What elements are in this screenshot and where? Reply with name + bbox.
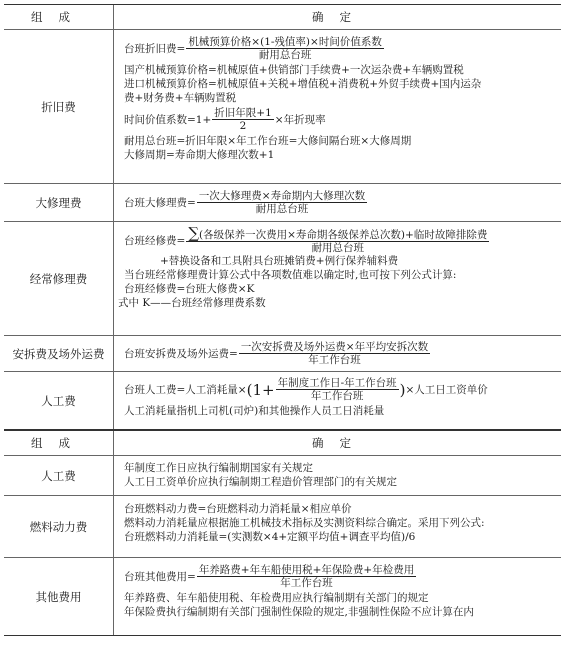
fraction <box>239 341 430 366</box>
row-installation <box>4 335 561 371</box>
numerator: 一次大修理费×寿命期内大修理次数 <box>198 190 366 202</box>
maintenance-formula <box>124 224 555 254</box>
row-label-labor: 人工费 <box>4 456 114 495</box>
text-line: +替换设备和工具附具台班摊销费+例行保养辅料费 <box>160 255 399 267</box>
table-header-continued <box>4 429 561 455</box>
text-line: 人工消耗量指机上司机(司炉)和其他操作人员工日消耗量 <box>124 405 385 417</box>
text-line: 耐用总台班=折旧年限×年工作台班=大修间隔台班×大修周期 <box>124 135 412 147</box>
row-content-labor <box>114 372 561 429</box>
text-line: 年制度工作日应执行编制期国家有关规定 <box>124 462 313 474</box>
header-col-determination: 确定 <box>312 10 367 24</box>
fraction <box>186 36 384 61</box>
row-label-depreciation: 折旧费 <box>4 30 114 183</box>
text-line: 年保险费执行编制期有关部门强制性保险的规定,非强制性保险不应计算在内 <box>124 606 474 618</box>
fraction <box>197 190 367 215</box>
labor-lhs: 台班人工费=人工消耗量× <box>124 383 247 396</box>
time-value-rhs: ×年折现率 <box>274 113 326 126</box>
row-label-overhaul: 大修理费 <box>4 184 114 221</box>
text-line: 式中 K——台班经常修理费系数 <box>118 297 266 309</box>
text-line: 进口机械预算价格=机械原值+关税+增值税+消费税+外贸手续费+国内运杂 <box>124 78 482 90</box>
row-content-depreciation <box>114 30 561 183</box>
row-depreciation <box>4 29 561 183</box>
installation-lhs: 台班安拆费及场外运费= <box>124 347 238 360</box>
text-line: 燃料动力消耗量应根据施工机械技术指标及实测资料综合确定。采用下列公式: <box>124 517 485 529</box>
text-line: 当台班经常修理费计算公式中各项数值难以确定时,也可按下列公式计算: <box>124 269 457 281</box>
other-formula <box>124 564 555 589</box>
text-line: 年养路费、年车船使用税、年检费用应执行编制期有关部门的规定 <box>124 592 429 604</box>
row-label-labor: 人工费 <box>4 372 114 429</box>
header-col-composition: 组成 <box>4 5 114 29</box>
fraction <box>197 564 416 589</box>
row-content-labor-continued <box>114 456 561 495</box>
maintenance-lhs: 台班经修费= <box>124 234 186 247</box>
numerator-text: (各级保养一次费用×寿命期各级保养总次数)+临时故障排除费 <box>199 229 488 241</box>
depreciation-formula <box>124 36 555 61</box>
denominator: 年工作台班 <box>310 390 364 402</box>
numerator: 折旧年限+1 <box>214 107 272 119</box>
denominator: 2 <box>239 120 247 132</box>
fraction <box>276 377 399 402</box>
text-line: 台班经修费=台班大修费×K <box>124 283 255 295</box>
row-maintenance <box>4 221 561 335</box>
row-content-other <box>114 558 561 635</box>
time-value-formula <box>124 107 555 132</box>
row-content-maintenance <box>114 222 561 335</box>
row-label-maintenance: 经常修理费 <box>4 222 114 335</box>
fraction <box>212 107 273 132</box>
sum-symbol: ∑ <box>188 224 200 242</box>
text-line: 费+财务费+车辆购置税 <box>124 92 237 104</box>
header-col-composition: 组成 <box>4 431 114 455</box>
row-content-overhaul <box>114 184 561 221</box>
row-content-fuel <box>114 496 561 557</box>
text-line: 台班燃料动力消耗量=(实测数×4+定额平均值+调查平均值)/6 <box>124 531 416 543</box>
fraction <box>186 224 489 254</box>
denominator: 耐用总台班 <box>311 242 365 254</box>
row-label-installation: 安拆费及场外运费 <box>4 336 114 371</box>
text-line: 大修周期=寿命期大修理次数+1 <box>124 149 275 161</box>
text-line: 台班燃料动力费=台班燃料动力消耗量×相应单价 <box>124 503 352 515</box>
numerator <box>186 224 489 242</box>
row-label-other: 其他费用 <box>4 558 114 635</box>
overhaul-lhs: 台班大修理费= <box>124 196 196 209</box>
text-line: 国产机械预算价格=机械原值+供销部门手续费+一次运杂费+车辆购置税 <box>124 64 464 76</box>
cost-table <box>4 4 561 636</box>
denominator: 耐用总台班 <box>255 203 309 215</box>
row-label-fuel: 燃料动力费 <box>4 496 114 557</box>
left-paren: (1+ <box>246 380 275 399</box>
denominator: 年工作台班 <box>280 577 333 589</box>
labor-formula <box>124 377 555 402</box>
labor-rhs: ×人工日工资单价 <box>405 383 488 396</box>
denominator: 耐用总台班 <box>258 49 312 61</box>
right-paren: ) <box>399 380 406 399</box>
row-overhaul <box>4 183 561 221</box>
overhaul-formula <box>124 190 368 215</box>
text-line: 人工日工资单价应执行编制期工程造价管理部门的有关规定 <box>124 476 397 488</box>
row-labor <box>4 371 561 429</box>
row-labor-continued <box>4 455 561 495</box>
denominator: 年工作台班 <box>308 354 361 366</box>
numerator: 年制度工作日-年工作台班 <box>277 377 397 389</box>
numerator: 一次安拆费及场外运费×年平均安拆次数 <box>240 341 429 353</box>
row-content-installation <box>114 336 561 371</box>
row-other <box>4 557 561 635</box>
row-fuel <box>4 495 561 557</box>
table-header <box>4 5 561 29</box>
other-lhs: 台班其他费用= <box>124 570 196 583</box>
header-col-determination: 确定 <box>312 436 367 450</box>
numerator: 机械预算价格×(1-残值率)×时间价值系数 <box>188 36 382 48</box>
installation-formula <box>124 341 431 366</box>
time-value-lhs: 时间价值系数=1+ <box>124 113 212 126</box>
depreciation-formula-lhs: 台班折旧费= <box>124 42 186 55</box>
numerator: 年养路费+年车船使用税+年保险费+年检费用 <box>198 564 415 576</box>
